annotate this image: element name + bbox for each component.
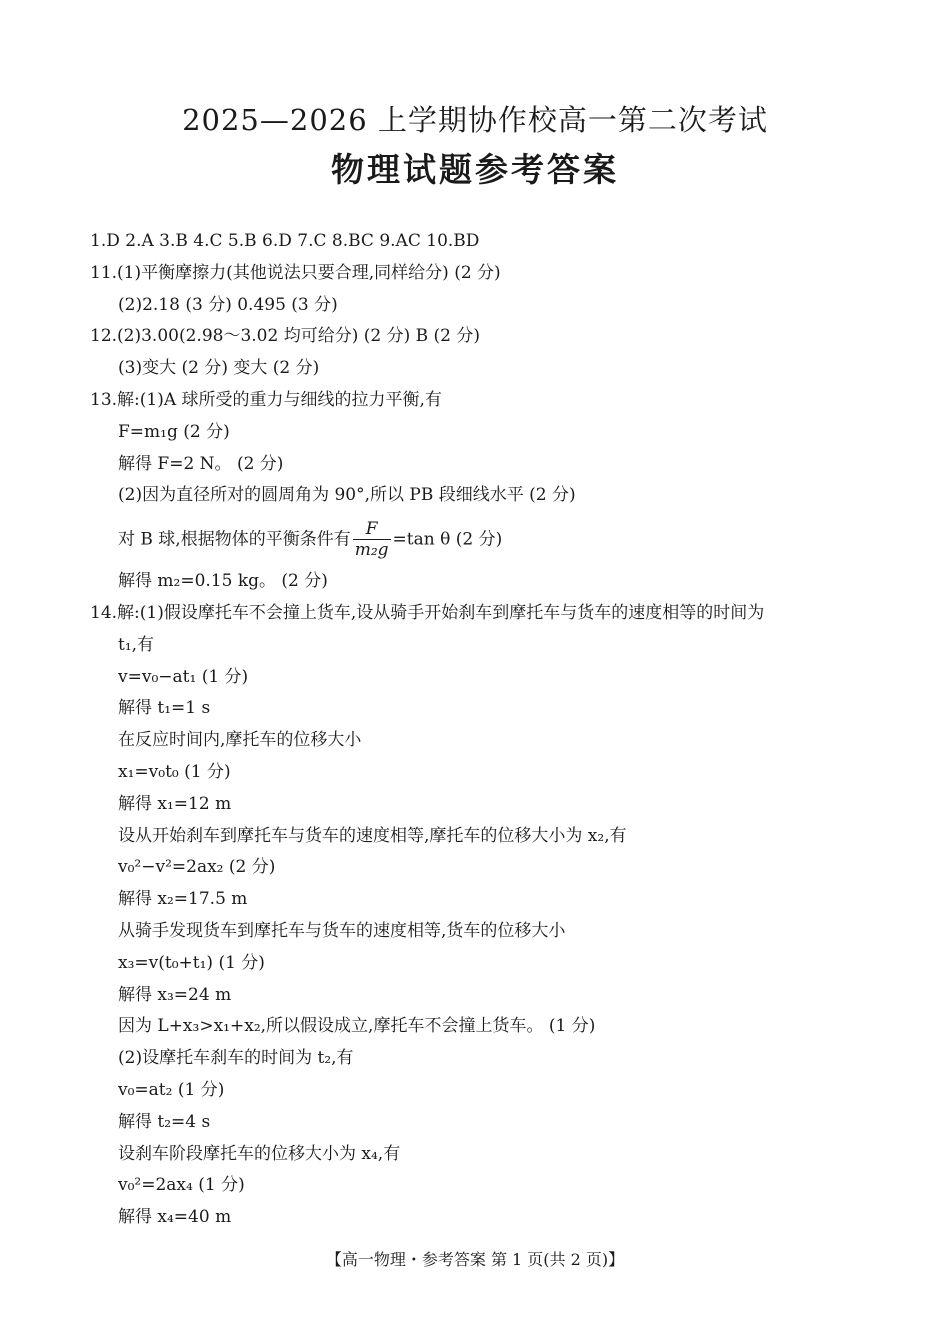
answer-content [90, 226, 880, 1234]
answer-line: x₃=v(t₀+t₁) (1 分) [118, 952, 265, 973]
answer-line: 因为 L+x₃>x₁+x₂,所以假设成立,摩托车不会撞上货车。 (1 分) [118, 1016, 596, 1037]
answer-line-13-fraction [90, 512, 880, 566]
answer-line-13-2: (2)因为直径所对的圆周角为 90°,所以 PB 段细线水平 (2 分) [118, 485, 576, 506]
answer-line: 从骑手发现货车到摩托车与货车的速度相等,货车的位移大小 [118, 920, 566, 941]
answer-line: 解得 t₂=4 s [118, 1111, 211, 1132]
fraction-denominator: m₂g [354, 540, 389, 561]
fraction-numerator: F [353, 519, 391, 540]
answer-line: 在反应时间内,摩托车的位移大小 [118, 730, 362, 751]
answer-line-13-eq: F=m₁g (2 分) [118, 421, 230, 442]
answer-line-14-2: (2)设摩托车刹车的时间为 t₂,有 [118, 1048, 354, 1069]
page-footer: 【高一物理・参考答案 第 1 页(共 2 页)】 [325, 1250, 625, 1269]
answer-line: v₀²−v²=2ax₂ (2 分) [118, 857, 276, 878]
exam-subtitle: 物理试题参考答案 [331, 150, 619, 189]
answer-line: 解得 t₁=1 s [118, 698, 211, 719]
answer-line-14-1: 14.解:(1)假设摩托车不会撞上货车,设从骑手开始刹车到摩托车与货车的速度相等的时间为 [90, 602, 765, 623]
answer-line-13-1: 13.解:(1)A 球所受的重力与细线的拉力平衡,有 [90, 389, 442, 410]
answer-line-13-result: 解得 F=2 N。 (2 分) [118, 453, 284, 474]
answer-line: v=v₀−at₁ (1 分) [118, 666, 249, 687]
answer-line: 解得 x₁=12 m [118, 793, 232, 814]
fraction-suffix: =tan θ (2 分) [392, 529, 503, 550]
answer-line: 解得 x₄=40 m [118, 1207, 232, 1228]
answer-line-12-3: (3)变大 (2 分) 变大 (2 分) [118, 358, 320, 379]
answer-line-12-2: 12.(2)3.00(2.98～3.02 均可给分) (2 分) B (2 分) [90, 326, 481, 347]
answer-line-11-2: (2)2.18 (3 分) 0.495 (3 分) [118, 294, 338, 315]
fraction [353, 519, 391, 560]
answer-line-13-m2: 解得 m₂=0.15 kg。 (2 分) [118, 571, 328, 592]
answer-line: 设刹车阶段摩托车的位移大小为 x₄,有 [118, 1143, 401, 1164]
exam-title: 2025—2026 上学期协作校高一第二次考试 [182, 103, 768, 137]
fraction-prefix: 对 B 球,根据物体的平衡条件有 [118, 529, 351, 550]
answer-line: 解得 x₃=24 m [118, 984, 232, 1005]
answer-line: 设从开始刹车到摩托车与货车的速度相等,摩托车的位移大小为 x₂,有 [118, 825, 627, 846]
answer-line-11-1: 11.(1)平衡摩擦力(其他说法只要合理,同样给分) (2 分) [90, 262, 501, 283]
answer-line: v₀²=2ax₄ (1 分) [118, 1175, 245, 1196]
answer-line: v₀=at₂ (1 分) [118, 1079, 225, 1100]
answer-line: 解得 x₂=17.5 m [118, 889, 248, 910]
answer-line: x₁=v₀t₀ (1 分) [118, 761, 231, 782]
answer-line-14-t1: t₁,有 [118, 634, 155, 655]
answer-line-choice: 1.D 2.A 3.B 4.C 5.B 6.D 7.C 8.BC 9.AC 10.BD [90, 231, 480, 251]
